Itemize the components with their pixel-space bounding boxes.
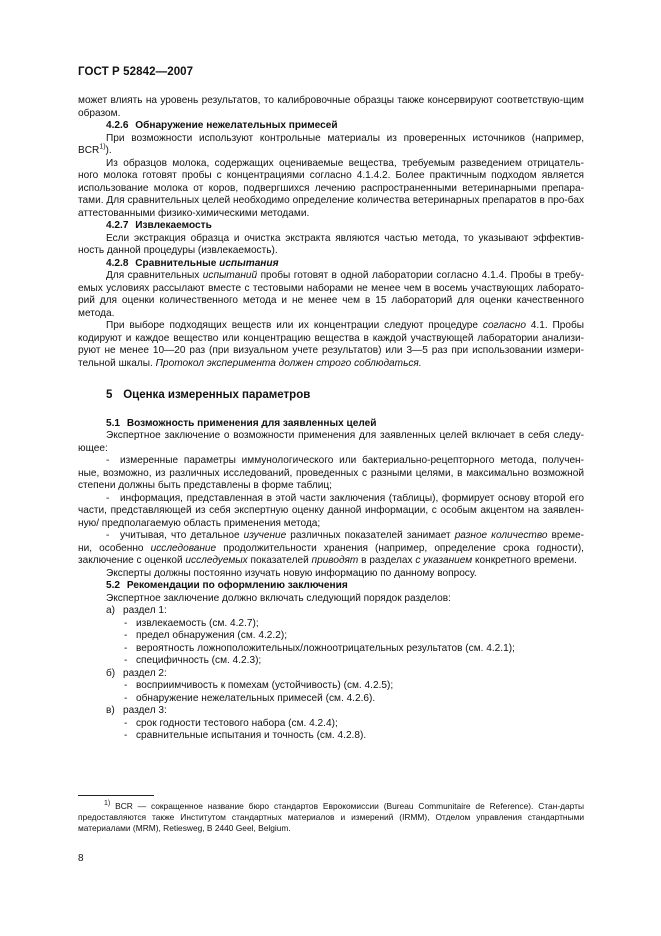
- section-number: 5: [106, 389, 113, 401]
- list-marker: в): [106, 705, 115, 716]
- paragraph: Экспертное заключение должно включать следующий порядок разделов:: [106, 592, 451, 604]
- section-4-2-8-heading: [106, 258, 584, 271]
- list-item: [124, 618, 584, 631]
- document-body: [78, 95, 584, 743]
- dash-marker: -: [124, 630, 128, 641]
- italic-text: изучение: [243, 530, 287, 541]
- dash-marker: -: [124, 730, 128, 741]
- italic-text: испытаний: [202, 270, 258, 281]
- section-title: Обнаружение нежелательных примесей: [135, 120, 338, 131]
- list-label: раздел 3:: [123, 705, 167, 716]
- footnote-ref[interactable]: 1): [99, 143, 106, 151]
- dash-marker: -: [124, 680, 128, 691]
- dash-marker: -: [124, 692, 128, 704]
- section-title: Извлекаемость: [135, 220, 212, 231]
- section-number: 4.2.6: [106, 120, 129, 131]
- footnote-marker: 1): [104, 800, 111, 808]
- text: вероятность ложноположительных/ложноотрицательных результатов (см. 4.2.1);: [136, 642, 515, 654]
- section-4-2-7-heading: [106, 220, 584, 233]
- text: срок годности тестового набора (см. 4.2.4);: [136, 717, 338, 729]
- section-5-heading: [106, 389, 584, 402]
- dash-marker: -: [124, 642, 128, 654]
- paragraph: Экспертное заключение о возможности применения для заявленных целей включает в себя следу-ющее:: [78, 430, 584, 454]
- dash-marker: -: [124, 655, 128, 666]
- list-item: [124, 718, 584, 731]
- page-number: 8: [78, 853, 84, 864]
- paragraph: [78, 320, 584, 370]
- text: пробы готовят в одной лаборатории согласно 4.1.4. Пробы в требу-емых условиях рассылают вместе с тестовыми наборами не менее чем в восемь участвующих лаборато-рий для оценки количественного метода и не менее чем в 15 лабораторий для оценки качественного метода.: [78, 270, 584, 319]
- section-5-2-heading: [106, 580, 584, 593]
- text: различных показателей занимает: [286, 530, 455, 541]
- list-label: раздел 2:: [123, 667, 167, 679]
- section-4-2-6-heading: [106, 120, 584, 133]
- italic-text: согласно: [482, 320, 526, 331]
- text: обнаружение нежелательных примесей (см. 4.2.6).: [136, 692, 376, 704]
- list-item: [124, 680, 584, 693]
- text: измеренные параметры иммунологического или бактериально-рецепторного метода, получен-ные, возможно, из различных исследований, проведенных с разными целями, в максимально возможной степени должны быть представлены в форме таблиц;: [78, 455, 584, 491]
- text: време-ни, особенно: [78, 530, 584, 554]
- italic-text: с указанием: [415, 555, 473, 566]
- text: сравнительные испытания и точность (см. 4.2.8).: [136, 730, 367, 741]
- section-title: Оценка измеренных параметров: [123, 389, 311, 401]
- dash-marker: -: [106, 455, 110, 466]
- text: показателей: [247, 555, 312, 566]
- dash-list-item: [78, 493, 584, 531]
- text: продолжительности хранения (например, определение срока годности), заключение с оценкой: [78, 542, 584, 566]
- text: информация, представленная в этой части заключения (таблицы), формирует основу второй его части, представляющей из себя экспертную оценку данной информации, с особым акцентом на заявлен-ную/ предполагаемую область применения метода;: [78, 492, 584, 529]
- section-number: 4.2.7: [106, 220, 129, 231]
- list-item: [124, 730, 584, 743]
- text: специфичность (см. 4.2.3);: [136, 655, 262, 666]
- list-item: [124, 643, 584, 656]
- text: учитывая, что детальное: [120, 530, 244, 541]
- text: При возможности используют контрольные материалы из проверенных источников (например, BCR: [78, 132, 584, 156]
- paragraph: Эксперты должны постоянно изучать новую информацию по данному вопросу.: [106, 567, 477, 579]
- text: извлекаемость (см. 4.2.7);: [136, 617, 259, 629]
- section-title: Возможность применения для заявленных целей: [126, 417, 377, 429]
- text: в разделах: [358, 555, 416, 566]
- section-number: 5.1: [106, 417, 121, 429]
- paragraph: [78, 133, 584, 158]
- footnote: [78, 801, 584, 834]
- section-title: Рекомендации по оформлению заключения: [126, 580, 348, 591]
- dash-marker: -: [106, 492, 110, 504]
- section-number: 4.2.8: [106, 257, 129, 269]
- italic-text: Протокол эксперимента должен строго соблюдаться.: [155, 357, 422, 369]
- text: предел обнаружения (см. 4.2.2);: [136, 630, 287, 641]
- list-label: раздел 1:: [123, 605, 167, 616]
- footnote-separator: [78, 795, 154, 796]
- section-5-1-heading: [106, 418, 584, 431]
- dash-marker: -: [124, 717, 128, 729]
- section-title: Сравнительные: [135, 257, 220, 269]
- italic-text: приводят: [311, 555, 359, 566]
- list-item: [124, 693, 584, 706]
- dash-marker: -: [124, 617, 128, 629]
- italic-text: исследование: [150, 542, 217, 554]
- paragraph: [78, 270, 584, 320]
- text: Для сравнительных: [106, 270, 203, 281]
- section-title-italic: испытания: [219, 257, 279, 269]
- report-section-list-item: [106, 668, 584, 681]
- list-item: [124, 630, 584, 643]
- dash-list-item: [78, 455, 584, 493]
- footnote-text: BCR — сокращенное название бюро стандартов Еврокомиссии (Bureau Communitaire de Reference). Стан-дарты предоставляются также Институтом стандартных материалов и измерений (IRMM), Отделом управления стандартными материалами (MRM), Retiesweg, B 2440 Geel, Belgium.: [78, 801, 584, 833]
- text: ).: [105, 145, 112, 156]
- section-number: 5.2: [106, 580, 121, 591]
- paragraph: Из образцов молока, содержащих оцениваемые вещества, требуемым разведением отрицатель-ного молока готовят пробы с концентрациями согласно 4.1.4.2. Более практичным подходом является использование молока от коров, подвергшихся лечению распространенными ветеринарными препара-тами. Для сравнительных целей необходимо определение количества ветеринарных препаратов в про-бах аттестованными физико-химическими методами.: [78, 157, 584, 219]
- dash-marker: -: [106, 530, 110, 541]
- italic-text: разное количество: [454, 530, 548, 541]
- list-marker: б): [106, 667, 116, 679]
- list-marker: а): [106, 605, 115, 616]
- paragraph-continuation: может влиять на уровень результатов, то калибровочные образцы также консервируют соответствую-щим образом.: [78, 95, 584, 119]
- text: конкретного времени.: [472, 555, 577, 566]
- document-header: ГОСТ Р 52842—2007: [78, 66, 194, 78]
- report-section-list-item: [106, 605, 584, 618]
- italic-text: исследуемых: [185, 555, 248, 566]
- list-item: [124, 655, 584, 668]
- text: При выборе подходящих веществ или их концентрации следуют процедуре: [106, 320, 483, 331]
- text: 4.1. Пробы кодируют и каждое вещество или концентрацию вещества в каждой участвующей лаборатории анализи-руют не менее 10—20 раз (при визуальном учете результатов) или 3—5 раз при использовании измери-тельной шкалы.: [78, 320, 584, 369]
- dash-list-item: [78, 530, 584, 568]
- text: восприимчивость к помехам (устойчивость) (см. 4.2.5);: [136, 680, 394, 691]
- paragraph: Если экстракция образца и очистка экстракта являются частью метода, то указывают эффектив-ность данной процедуры (извлекаемость).: [78, 232, 584, 256]
- report-section-list-item: [106, 705, 584, 718]
